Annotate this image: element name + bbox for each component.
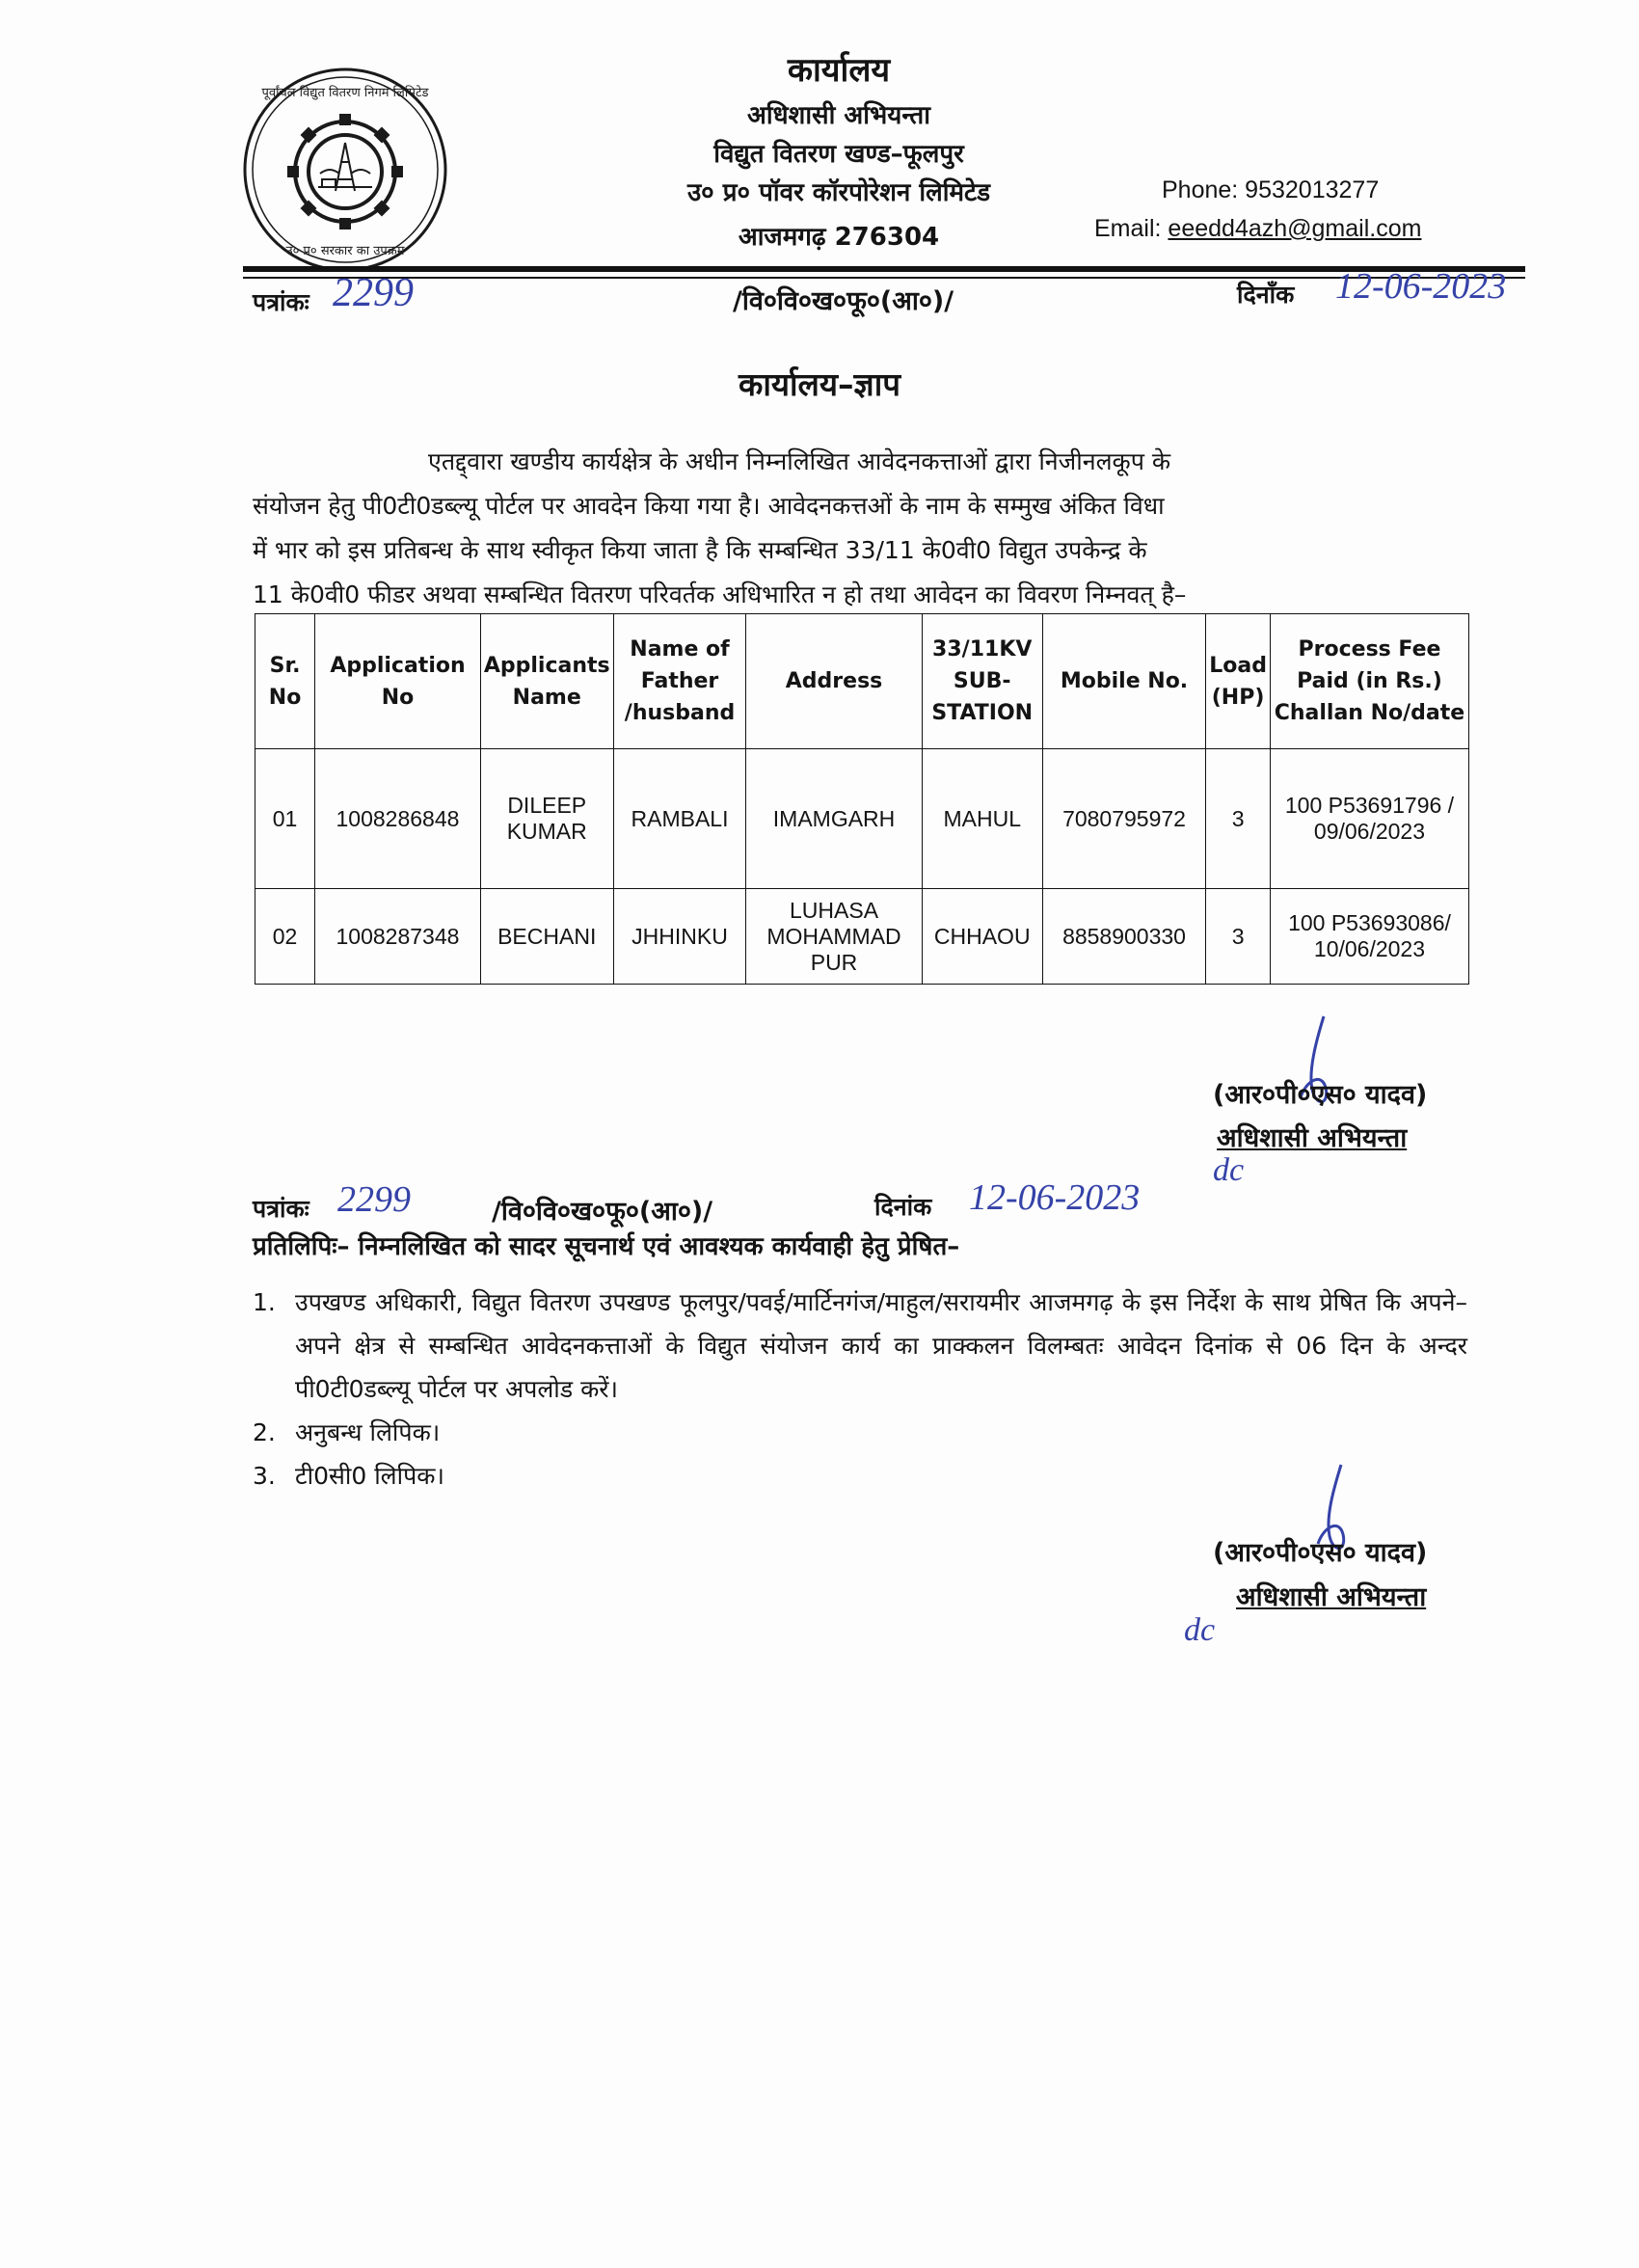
designation: अधिशासी अभियन्ता <box>747 101 930 130</box>
email-line <box>1094 215 1421 243</box>
copy-recipient-list <box>253 1281 1467 1498</box>
col-header-substation: 33/11KV SUB-STATION <box>922 614 1042 749</box>
col-header-address: Address <box>746 614 922 749</box>
cell-mobile: 7080795972 <box>1042 749 1205 889</box>
cell-fee: 100 P53693086/ 10/06/2023 <box>1270 889 1468 985</box>
phone-number: Phone: 9532013277 <box>1162 176 1380 203</box>
copy-ref-number-handwritten: 2299 <box>337 1179 411 1220</box>
cell-fee: 100 P53691796 / 09/06/2023 <box>1270 749 1468 889</box>
header-rule-thin <box>243 277 1525 279</box>
list-item-text: उपखण्ड अधिकारी, विद्युत वितरण उपखण्ड फूलपुर/पवई/मार्टिनगंज/माहुल/सरायमीर आजमगढ़ के इस निर्देश के साथ प्रेषित कि अपने–अपने क्षेत्र से सम्बन्धित आवेदनकत्ताओं के विद्युत संयोजन कार्य का प्राक्कलन विलम्बतः आवेदन दिनांक से 06 दिन के अन्दर पी0टी0डब्ल्यू पोर्टल पर अपलोड करें। <box>295 1288 1467 1403</box>
date-handwritten: 12-06-2023 <box>1335 266 1507 307</box>
copy-date-handwritten: 12-06-2023 <box>969 1177 1141 1218</box>
list-item-text: अनुबन्ध लिपिक। <box>295 1418 441 1446</box>
copy-date-label: दिनांक <box>874 1193 932 1221</box>
memo-title: कार्यालय–ज्ञाप <box>738 365 901 403</box>
list-item: 2. अनुबन्ध लिपिक। <box>253 1411 1467 1454</box>
email-label: Email: <box>1094 215 1162 242</box>
memo-paragraph <box>253 440 1458 617</box>
cell-address: LUHASA MOHAMMAD PUR <box>746 889 922 985</box>
cell-load: 3 <box>1206 889 1271 985</box>
seal-text-bottom: उ० प्र० सरकार का उपक्रम <box>285 244 405 258</box>
paragraph-line: में भार को इस प्रतिबन्ध के साथ स्वीकृत किया जाता है कि सम्बन्धित 33/11 के0वी0 विद्युत उपकेन्द्र के <box>253 536 1147 564</box>
corporation-name: उ० प्र० पॉवर कॉरपोरेशन लिमिटेड <box>686 178 991 207</box>
col-header-father-name: Name of Father /husband <box>613 614 746 749</box>
cell-applicant-name: DILEEP KUMAR <box>480 749 613 889</box>
col-header-applicant-name: Applicants Name <box>480 614 613 749</box>
list-item: 3. टी0सी0 लिपिक। <box>253 1454 1467 1498</box>
col-header-sr-no: Sr. No <box>255 614 315 749</box>
paragraph-line: 11 के0वी0 फीडर अथवा सम्बन्धित वितरण परिवर्तक अधिभारित न हो तथा आवेदन का विवरण निम्नवत् है– <box>253 580 1187 608</box>
cell-application-no: 1008287348 <box>315 889 481 985</box>
ref-number-handwritten: 2299 <box>333 271 414 315</box>
col-header-fee: Process Fee Paid (in Rs.) Challan No/date <box>1270 614 1468 749</box>
col-header-application-no: Application No <box>315 614 481 749</box>
office-title: कार्यालय <box>787 51 891 90</box>
cell-father-name: RAMBALI <box>613 749 746 889</box>
signatory-title: अधिशासी अभियन्ता <box>1236 1582 1427 1612</box>
cell-mobile: 8858900330 <box>1042 889 1205 985</box>
paragraph-line: संयोजन हेतु पी0टी0डब्ल्यू पोर्टल पर आवदेन किया गया है। आवेदनकत्तओं के नाम के सम्मुख अंकित विधा <box>253 492 1165 520</box>
ref-code: /वि०वि०ख०फू०(आ०)/ <box>733 286 954 316</box>
ref-label: पत्रांकः <box>253 288 309 316</box>
cell-father-name: JHHINKU <box>613 889 746 985</box>
division-name: विद्युत वितरण खण्ड–फूलपुर <box>713 140 964 169</box>
header-rule-thick <box>243 266 1525 272</box>
cell-substation: MAHUL <box>922 749 1042 889</box>
email-address[interactable]: eeedd4azh@gmail.com <box>1168 215 1422 242</box>
signatory-title: अधिशासी अभियन्ता <box>1217 1123 1408 1153</box>
copy-ref-code: /वि०वि०ख०फू०(आ०)/ <box>492 1197 713 1227</box>
signatory-name: (आर०पी०एस० यादव) <box>1213 1538 1428 1568</box>
cell-applicant-name: BECHANI <box>480 889 613 985</box>
cell-substation: CHHAOU <box>922 889 1042 985</box>
table-row <box>255 889 1469 985</box>
list-item-text: टी0सी0 लिपिक। <box>295 1462 444 1490</box>
copy-heading: प्रतिलिपिः– निम्नलिखित को सादर सूचनार्थ एवं आवश्यक कार्यवाही हेतु प्रेषित– <box>253 1232 960 1261</box>
col-header-mobile: Mobile No. <box>1042 614 1205 749</box>
cell-address: IMAMGARH <box>746 749 922 889</box>
initials-handwritten: dc <box>1184 1612 1216 1648</box>
seal-text-top: पूर्वांचल विद्युत वितरण निगम लिमिटेड <box>261 86 429 100</box>
col-header-load: Load (HP) <box>1206 614 1271 749</box>
date-label: दिनाँक <box>1237 281 1295 309</box>
city-pincode: आजमगढ़ 276304 <box>738 223 940 252</box>
initials-handwritten: dc <box>1213 1152 1245 1188</box>
table-header-row <box>255 614 1469 749</box>
copy-ref-label: पत्रांकः <box>253 1195 309 1223</box>
cell-sr-no: 01 <box>255 749 315 889</box>
paragraph-line: एतद्द्वारा खण्डीय कार्यक्षेत्र के अधीन निम्नलिखित आवेदनकत्ताओं द्वारा निजीनलकूप के <box>428 447 1171 475</box>
cell-load: 3 <box>1206 749 1271 889</box>
cell-sr-no: 02 <box>255 889 315 985</box>
cell-application-no: 1008286848 <box>315 749 481 889</box>
table-row <box>255 749 1469 889</box>
signatory-name: (आर०पी०एस० यादव) <box>1213 1080 1428 1110</box>
list-item: 1. उपखण्ड अधिकारी, विद्युत वितरण उपखण्ड फूलपुर/पवई/मार्टिनगंज/माहुल/सरायमीर आजमगढ़ के इस निर्देश के साथ प्रेषित कि अपने–अपने क्षेत्र से सम्बन्धित आवेदनकत्ताओं के विद्युत संयोजन कार्य का प्राक्कलन विलम्बतः आवेदन दिनांक से 06 दिन के अन्दर पी0टी0डब्ल्यू पोर्टल पर अपलोड करें। <box>253 1281 1467 1411</box>
applications-table <box>255 613 1469 985</box>
